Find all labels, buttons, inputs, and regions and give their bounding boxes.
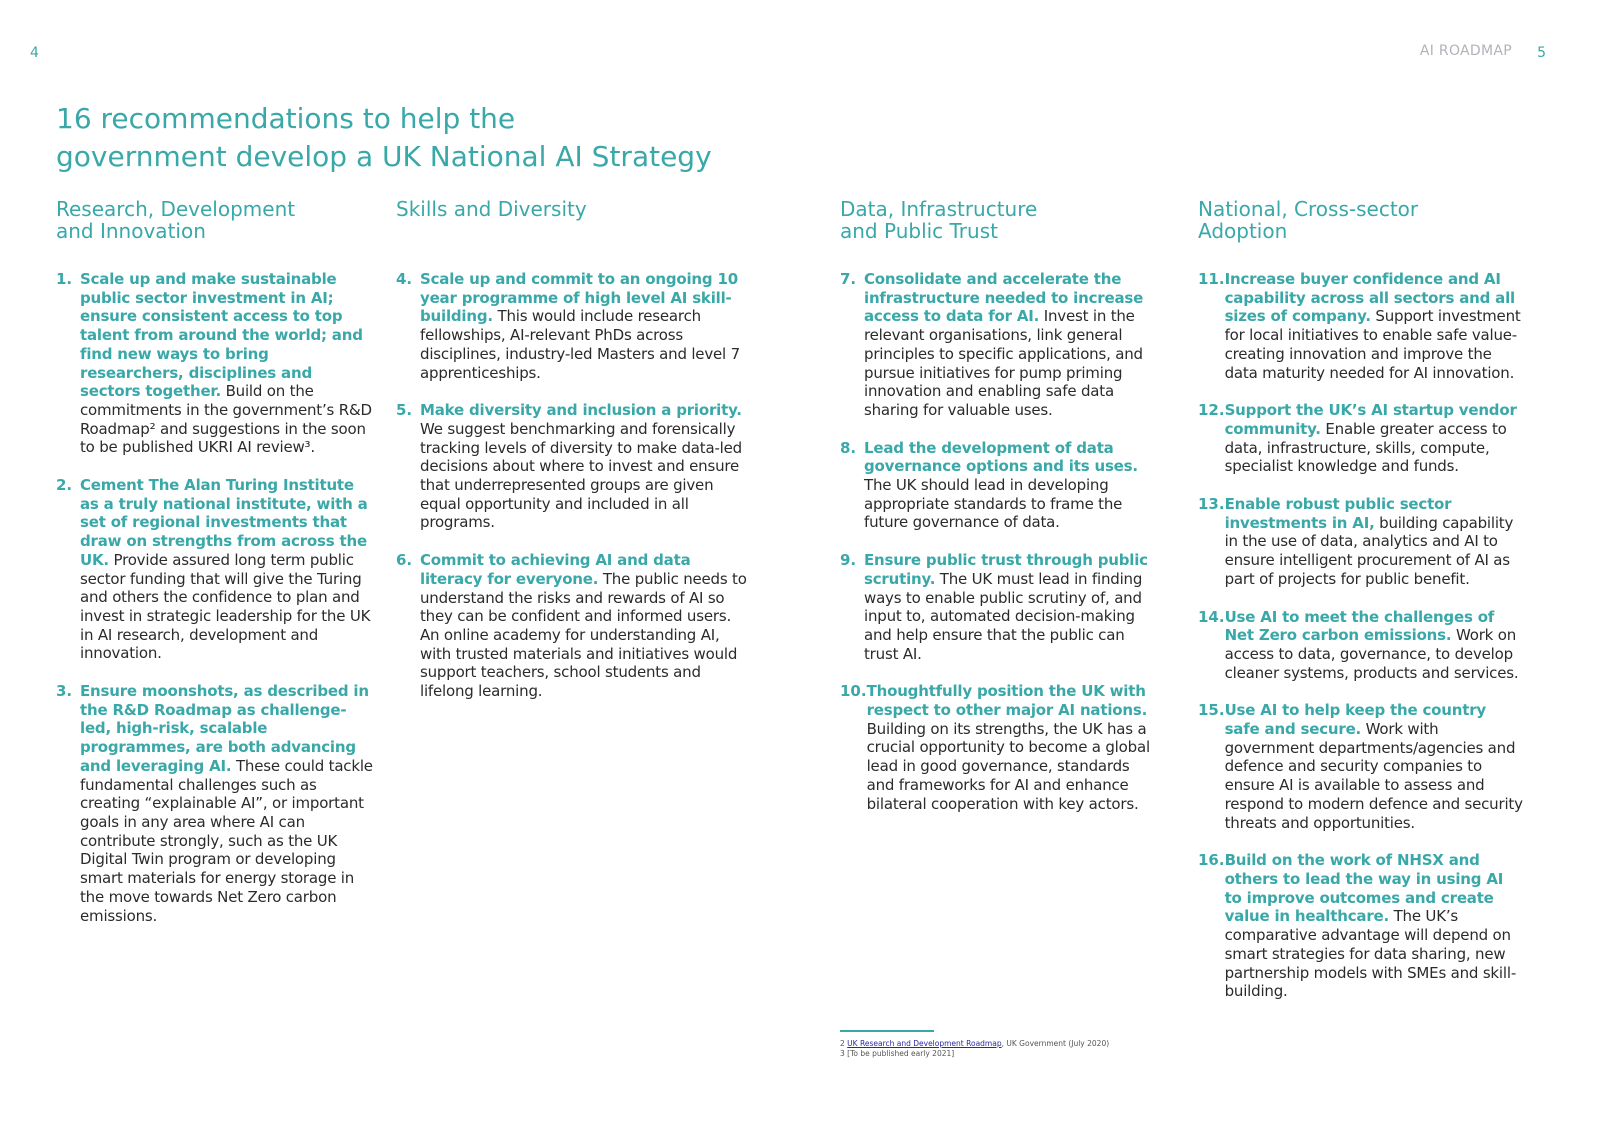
column-heading: [396, 198, 748, 220]
recommendation-lead: Enable robust public sector investments in AI,: [1224, 495, 1452, 532]
recommendation-8: [840, 439, 1160, 533]
recommendation-11: [1198, 270, 1523, 382]
recommendation-16: [1198, 851, 1523, 1001]
column-skills-diversity: [396, 198, 748, 720]
column-heading-line-2: Adoption: [1198, 219, 1288, 243]
column-heading-line-2: and Innovation: [56, 219, 206, 243]
recommendation-body: Enable greater access to data, infrastructure, skills, compute, specialist knowledge and funds.: [1224, 419, 1507, 476]
recommendation-lead: Support the UK’s AI startup vendor community.: [1224, 401, 1517, 438]
recommendation-lead: Cement The Alan Turing Institute as a truly national institute, with a set of regional investments that draw on strengths from across the UK.: [80, 476, 368, 569]
footnote-2-marker: 2: [840, 1039, 845, 1048]
recommendation-lead: Build on the work of NHSX and others to lead the way in using AI to improve outcomes and create value in healthcare.: [1224, 851, 1504, 926]
recommendation-7: [840, 270, 1160, 420]
recommendation-10: [840, 682, 1160, 813]
recommendation-number: 1.: [56, 270, 73, 288]
recommendation-number: 8.: [840, 438, 857, 457]
recommendation-lead: Scale up and make sustainable public sector investment in AI; ensure consistent access to top talent from around the world; and find new ways to bring researchers, disciplines and sectors together.: [80, 270, 363, 401]
recommendation-number: 2.: [56, 476, 73, 495]
recommendation-number: 6.: [396, 551, 413, 570]
recommendation-15: [1198, 701, 1523, 832]
column-data-infrastructure: [840, 198, 1160, 832]
footnote-2-link[interactable]: UK Research and Development Roadmap: [847, 1039, 1002, 1048]
footnote-2-text: , UK Government (July 2020): [1001, 1039, 1110, 1048]
recommendation-body: Invest in the relevant organisations, link general principles to specific applications, and pursue initiatives for pump priming innovation and enabling safe data sharing for valuable uses.: [864, 307, 1143, 419]
recommendation-number: 10.: [840, 682, 867, 701]
recommendation-body: These could tackle fundamental challenges such as creating “explainable AI”, or important goals in any area where AI can contribute strongly, such as the UK Digital Twin program or developing smart materials for energy storage in the move towards Net Zero carbon emissions.: [80, 756, 373, 925]
running-header: AI ROADMAP: [1419, 43, 1512, 59]
recommendation-lead: Scale up and commit to an ongoing 10 year programme of high level AI skill-building.: [420, 270, 738, 326]
recommendation-body: building capability in the use of data, analytics and AI to ensure intelligent procurement of AI as part of projects for public benefit.: [1224, 513, 1514, 588]
recommendation-4: [396, 270, 748, 382]
recommendation-body: Work with government departments/agencies and defence and security companies to ensure AI is available to assess and respond to modern defence and security threats and opportunities.: [1224, 720, 1523, 832]
recommendation-body: Provide assured long term public sector funding that will give the Turing and others the confidence to plan and invest in strategic leadership for the UK in AI research, development and innovation.: [80, 550, 371, 663]
recommendation-body: The public needs to understand the risks and rewards of AI so they can be confident and informed users. An online academy for understanding AI, with trusted materials and initiatives would support teachers, school students and lifelong learning.: [420, 569, 747, 701]
recommendation-number: 7.: [840, 270, 857, 288]
recommendation-body: The UK should lead in developing appropriate standards to frame the future governance of data.: [864, 476, 1123, 532]
column-heading-line-2: and Public Trust: [840, 219, 998, 243]
recommendation-number: 4.: [396, 270, 413, 288]
page-number-right: 5: [1537, 45, 1546, 61]
recommendation-number: 12.: [1198, 401, 1225, 420]
recommendation-body: Building on its strengths, the UK has a crucial opportunity to become a global lead in good governance, standards and frameworks for AI and enhance bilateral cooperation with key actors.: [866, 719, 1150, 813]
recommendation-number: 9.: [840, 551, 857, 570]
column-heading: [1198, 198, 1523, 242]
recommendation-lead: Use AI to meet the challenges of Net Zero carbon emissions.: [1224, 607, 1495, 645]
recommendation-number: 16.: [1198, 851, 1225, 870]
recommendation-3: [56, 682, 376, 925]
column-heading-line-1: Research, Development: [56, 197, 296, 221]
page-number-left: 4: [30, 45, 39, 61]
recommendation-number: 13.: [1198, 495, 1225, 514]
recommendation-number: 15.: [1198, 701, 1225, 720]
column-heading-line-1: Skills and Diversity: [396, 197, 587, 221]
recommendation-5: [396, 401, 748, 532]
recommendation-lead: Lead the development of data governance options and its uses.: [864, 438, 1138, 476]
recommendation-2: [56, 476, 376, 663]
recommendation-lead: Make diversity and inclusion a priority.: [420, 401, 742, 420]
recommendation-body: This would include research fellowships, AI-relevant PhDs across disciplines, industry-led Masters and level 7 apprenticeships.: [420, 307, 740, 382]
footnote-2: [840, 1039, 1140, 1049]
column-heading-line-1: Data, Infrastructure: [840, 197, 1038, 221]
footnotes: [840, 1030, 1140, 1059]
footnote-divider: [840, 1030, 934, 1032]
recommendation-6: [396, 551, 748, 701]
recommendation-lead: Ensure moonshots, as described in the R&D Roadmap as challenge-led, high-risk, scalable programmes, are both advancing and leveraging AI.: [80, 682, 369, 775]
recommendation-9: [840, 551, 1160, 663]
column-national-adoption: [1198, 198, 1523, 1020]
recommendation-lead: Increase buyer confidence and AI capability across all sectors and all sizes of company.: [1224, 270, 1515, 326]
recommendation-lead: Consolidate and accelerate the infrastructure needed to increase access to data for AI.: [864, 270, 1144, 326]
recommendation-body: Work on access to data, governance, to develop cleaner systems, products and services.: [1224, 626, 1519, 682]
page-title: [56, 100, 816, 176]
column-research-development: [56, 198, 376, 944]
recommendation-number: 3.: [56, 682, 73, 701]
recommendation-12: [1198, 401, 1523, 476]
recommendation-number: 5.: [396, 401, 413, 420]
column-heading-line-1: National, Cross-sector: [1198, 197, 1419, 221]
recommendation-lead: Thoughtfully position the UK with respect to other major AI nations.: [866, 682, 1148, 720]
recommendation-body: The UK’s comparative advantage will depend on smart strategies for data sharing, new partnership models with SMEs and skill-building.: [1224, 907, 1517, 1001]
recommendation-body: Build on the commitments in the government’s R&D Roadmap² and suggestions in the soon to be published UKRI AI review³.: [80, 382, 372, 457]
recommendation-lead: Use AI to help keep the country safe and secure.: [1224, 701, 1486, 739]
recommendation-13: [1198, 495, 1523, 589]
recommendation-lead: Commit to achieving AI and data literacy for everyone.: [420, 551, 691, 588]
recommendation-14: [1198, 608, 1523, 683]
recommendation-body: The UK must lead in finding ways to enable public scrutiny of, and input to, automated decision-making and help ensure that the public can trust AI.: [864, 569, 1143, 663]
recommendation-number: 11.: [1198, 270, 1225, 288]
recommendation-body: Support investment for local initiatives to enable safe value-creating innovation and improve the data maturity needed for AI innovation.: [1224, 307, 1521, 382]
footnote-3: 3 [To be published early 2021]: [840, 1049, 955, 1058]
column-heading: [56, 198, 376, 242]
recommendation-lead: Ensure public trust through public scrutiny.: [864, 551, 1148, 588]
recommendation-1: [56, 270, 376, 457]
recommendation-body: We suggest benchmarking and forensically tracking levels of diversity to make data-led decisions about where to invest and ensure that underrepresented groups are given equal opportunity and included in all programs.: [420, 419, 742, 532]
recommendation-number: 14.: [1198, 607, 1225, 626]
column-heading: [840, 198, 1160, 242]
page-title-line-2: government develop a UK National AI Strategy: [56, 140, 712, 173]
page-title-line-1: 16 recommendations to help the: [56, 102, 516, 135]
